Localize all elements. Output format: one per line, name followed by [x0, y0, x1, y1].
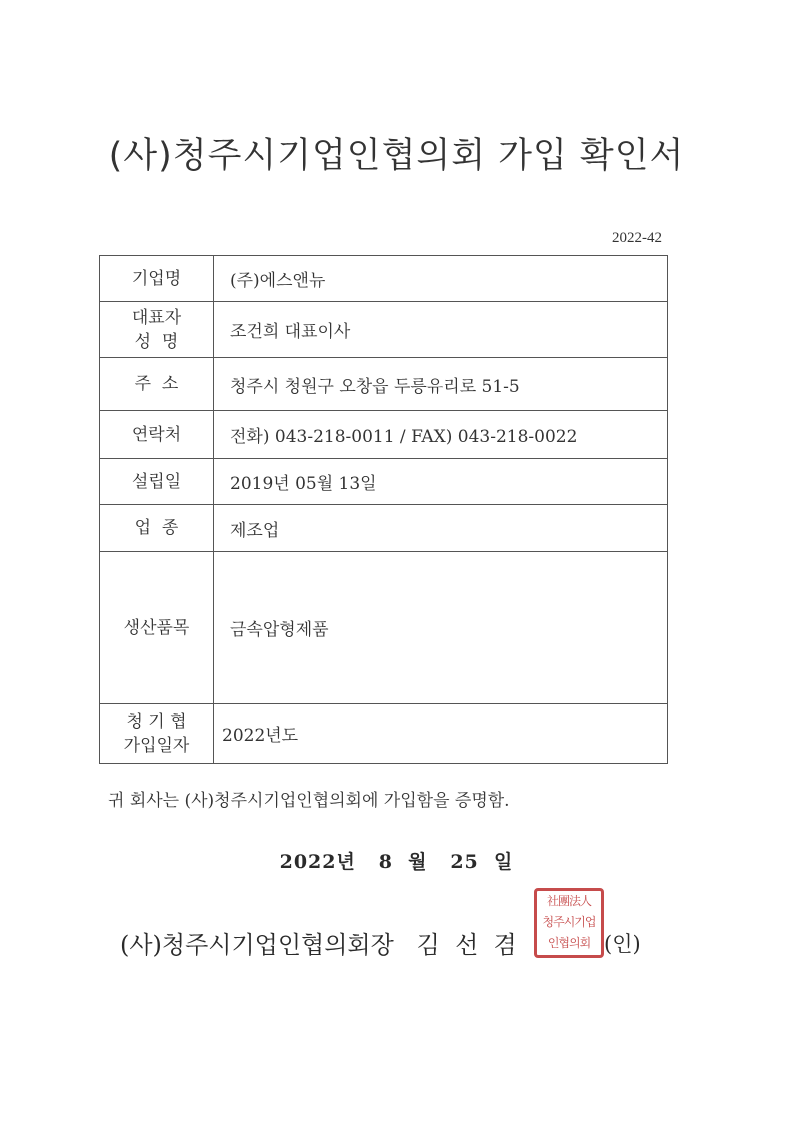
seal-suffix: (인)	[604, 932, 641, 956]
official-seal-icon: 社團法人 청주시기업 인협의회	[534, 888, 604, 958]
doc-number: 2022-42	[612, 230, 662, 246]
value-founded: 2019년 05월 13일	[214, 459, 668, 505]
signature-line: (사)청주시기업인협의회장 김 선 겸	[120, 931, 517, 959]
label-founded: 설립일	[100, 459, 214, 505]
page-title: (사)청주시기업인협의회 가입 확인서	[108, 136, 685, 176]
table-row	[100, 256, 668, 302]
label-company-name: 기업명	[100, 256, 214, 302]
value-address: 청주시 청원구 오창읍 두릉유리로 51-5	[214, 358, 668, 411]
value-join-date: 2022년도	[214, 704, 668, 764]
table-row	[100, 704, 668, 764]
value-representative: 조건희 대표이사	[214, 302, 668, 358]
table-row	[100, 411, 668, 459]
label-industry: 업 종	[100, 505, 214, 552]
certification-statement: 귀 회사는 (사)청주시기업인협의회에 가입함을 증명함.	[108, 791, 510, 811]
label-products: 생산품목	[100, 552, 214, 704]
info-table	[99, 255, 668, 764]
table-row	[100, 459, 668, 505]
label-contact: 연락처	[100, 411, 214, 459]
issue-date: 2022년 8 월 25 일	[279, 851, 514, 873]
value-company-name: (주)에스앤뉴	[214, 256, 668, 302]
label-join-date: 청 기 협 가입일자	[100, 704, 214, 764]
table-row	[100, 505, 668, 552]
table-row	[100, 552, 668, 704]
table-row	[100, 358, 668, 411]
value-contact: 전화) 043-218-0011 / FAX) 043-218-0022	[214, 411, 668, 459]
value-products: 금속압형제품	[214, 552, 668, 704]
label-representative: 대표자 성 명	[100, 302, 214, 358]
table-row	[100, 302, 668, 358]
value-industry: 제조업	[214, 505, 668, 552]
label-address: 주 소	[100, 358, 214, 411]
